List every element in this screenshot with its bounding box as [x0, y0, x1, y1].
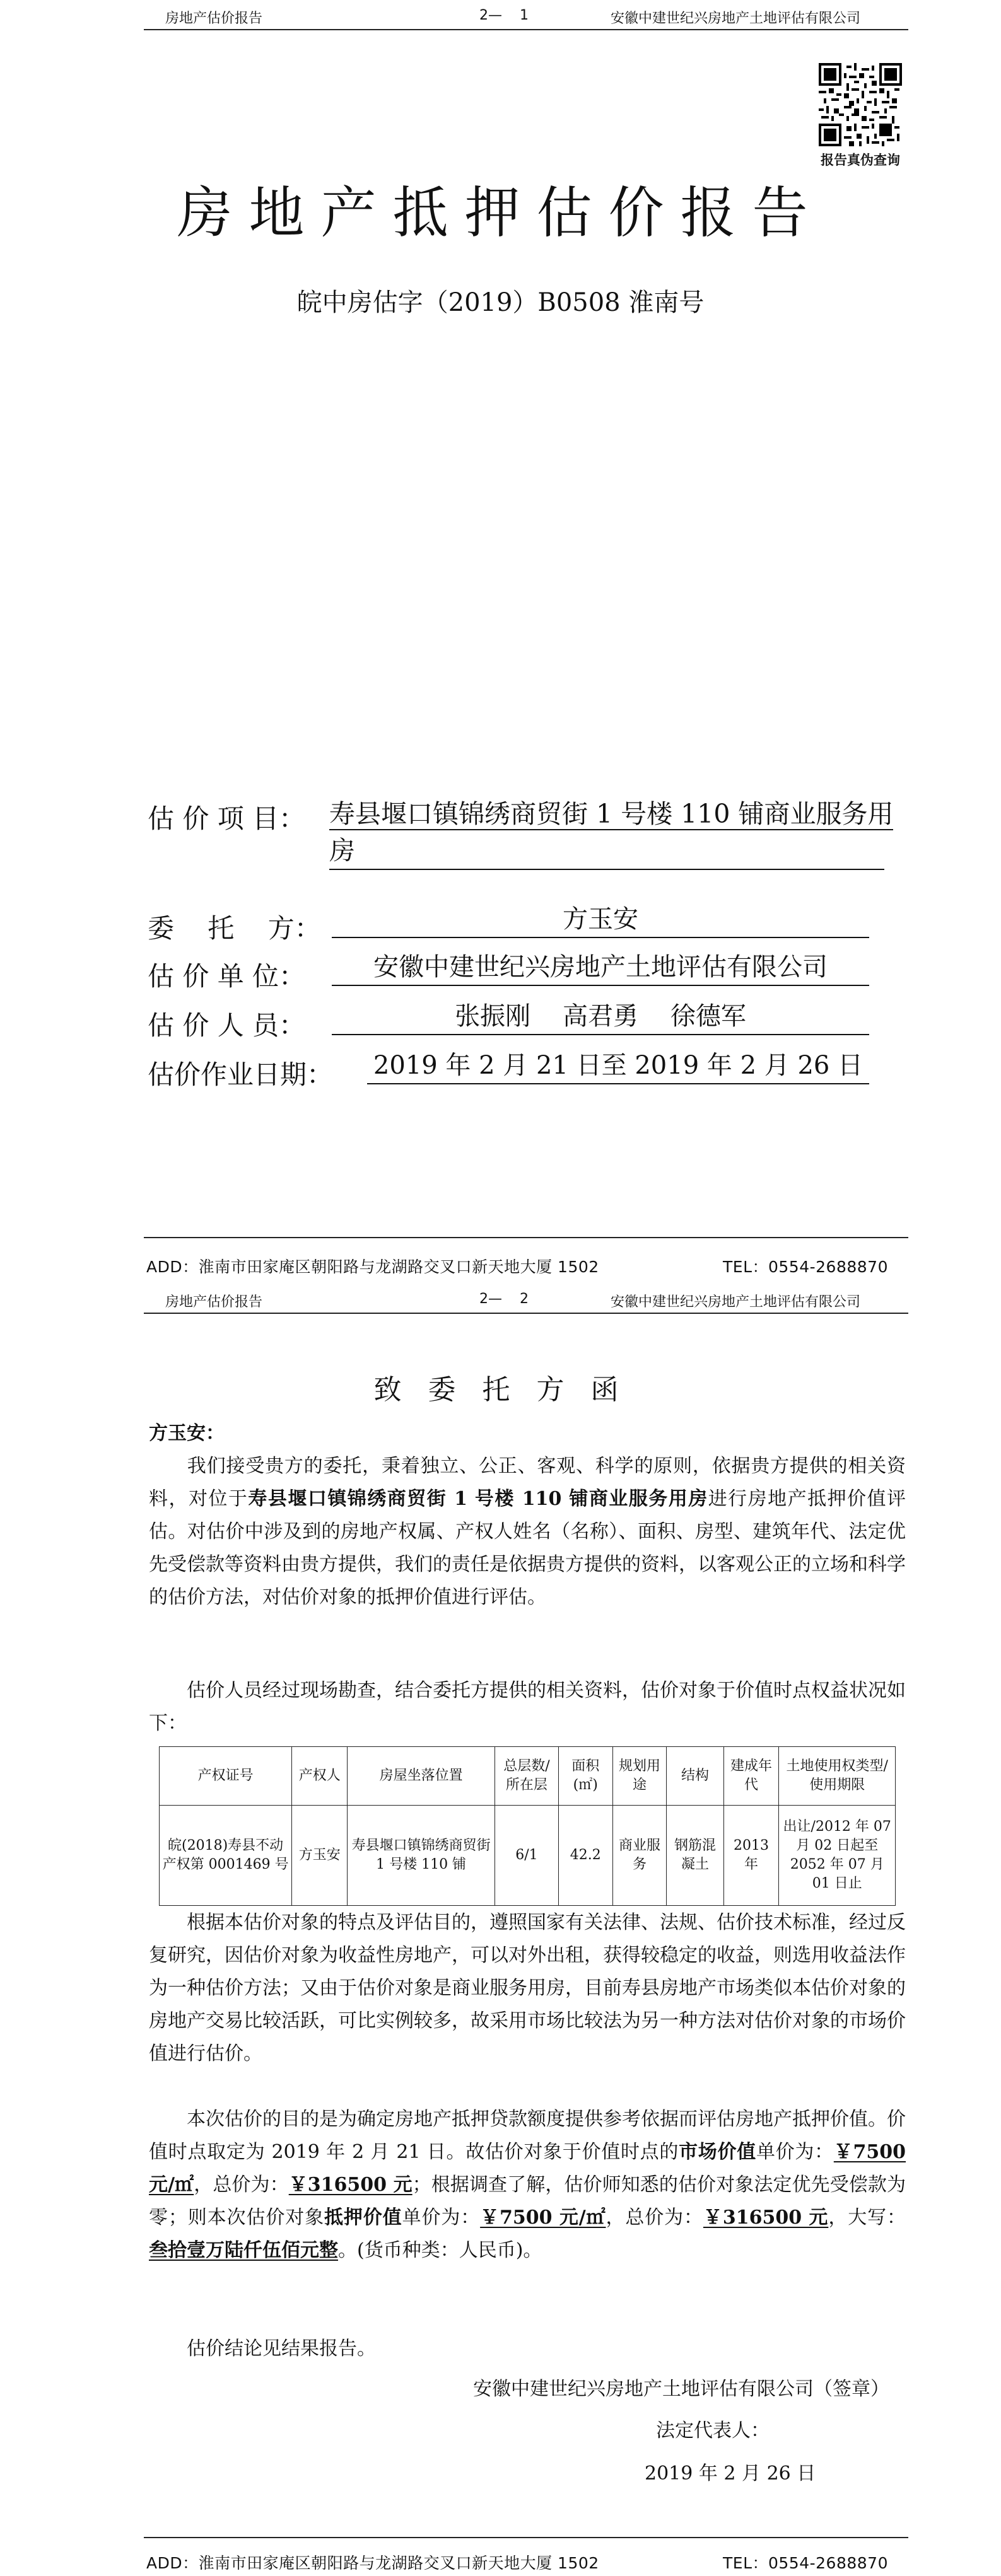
- signature-date: 2019 年 2 月 26 日: [645, 2463, 816, 2485]
- page2-header-left: 房地产估价报告: [165, 1294, 263, 1310]
- table-cell: 寿县堰口镇锦绣商贸街 1 号楼 110 铺: [348, 1806, 495, 1906]
- table-cell: 2013 年: [723, 1806, 779, 1906]
- appraisers-value: 张振刚 高君勇 徐德军: [332, 999, 869, 1035]
- table-header-cell: 土地使用权类型/使用期限: [779, 1747, 896, 1806]
- signature-representative: 法定代表人：: [656, 2420, 770, 2442]
- table-header-cell: 建成年代: [723, 1747, 779, 1806]
- page1-header-page: 2— 1: [479, 8, 529, 23]
- paragraph-survey: 估价人员经过现场勘查，结合委托方提供的相关资料，估价对象于价值时点权益状况如下：: [149, 1680, 906, 1734]
- page2-header-rule: [144, 1313, 908, 1314]
- date-label: 估价作业日期：: [148, 1059, 334, 1090]
- page2-header-page: 2— 2: [479, 1291, 529, 1307]
- table-header-cell: 产权人: [292, 1747, 348, 1806]
- table-cell: 皖(2018)寿县不动产权第 0001469 号: [160, 1806, 292, 1906]
- table-header-cell: 规划用途: [612, 1747, 667, 1806]
- table-cell: 钢筋混凝土: [667, 1806, 723, 1906]
- page2-header-right: 安徽中建世纪兴房地产土地评估有限公司: [611, 1294, 861, 1310]
- qr-code[interactable]: [819, 63, 902, 146]
- table-cell: 出让/2012 年 07 月 02 日起至 2052 年 07 月 01 日止: [779, 1806, 896, 1906]
- page1-header-right: 安徽中建世纪兴房地产土地评估有限公司: [611, 11, 861, 26]
- date-value: 2019 年 2 月 21 日至 2019 年 2 月 26 日: [367, 1048, 869, 1084]
- page1-footer-address: ADD：淮南市田家庵区朝阳路与龙湖路交叉口新天地大厦 1502: [146, 1258, 599, 1276]
- page1-footer-rule: [144, 1237, 908, 1238]
- table-header-row: [160, 1747, 896, 1806]
- client-label: 委 托 方：: [148, 913, 321, 944]
- appraisers-label: 估 价 人 员：: [148, 1010, 306, 1041]
- letter-title: 致 委 托 方 函: [373, 1374, 628, 1406]
- paragraph-see-result: 估价结论见结果报告。: [187, 2338, 376, 2360]
- appraiser-unit-label: 估 价 单 位：: [148, 961, 306, 992]
- page1-header-rule: [144, 29, 908, 30]
- table-cell: 42.2: [558, 1806, 612, 1906]
- table-header-cell: 总层数/所在层: [495, 1747, 559, 1806]
- client-value: 方玉安: [332, 902, 869, 938]
- table-header-cell: 结构: [667, 1747, 723, 1806]
- table-cell: 方玉安: [292, 1806, 348, 1906]
- salutation: 方玉安：: [149, 1422, 225, 1444]
- appraiser-unit-value: 安徽中建世纪兴房地产土地评估有限公司: [332, 949, 869, 986]
- paragraph-methods: 根据本估价对象的特点及评估目的，遵照国家有关法律、法规、估价技术标准，经过反复研究，因估价对象为收益性房地产，可以对外出租，获得较稳定的收益，则选用收益法作为一种估价方法；又由于估价对象是商业服务用房，目前寿县房地产市场类似本估价对象的房地产交易比较活跃，可比实例较多，故采用市场比较法为另一种方法对估价对象的市场价值进行估价。: [149, 1912, 906, 2065]
- table-header-cell: 房屋坐落位置: [348, 1747, 495, 1806]
- table-header-cell: 产权证号: [160, 1747, 292, 1806]
- page1-header-left: 房地产估价报告: [165, 11, 263, 26]
- property-table: [159, 1746, 896, 1906]
- page2-footer-tel: TEL：0554-2688870: [723, 2554, 888, 2572]
- project-label: 估 价 项 目：: [148, 803, 306, 834]
- page2-footer-address: ADD：淮南市田家庵区朝阳路与龙湖路交叉口新天地大厦 1502: [146, 2554, 599, 2572]
- project-value: 寿县堰口镇锦绣商贸街 1 号楼 110 铺商业服务用 房: [329, 796, 910, 870]
- table-header-cell: 面积(㎡): [558, 1747, 612, 1806]
- paragraph-conclusion: 本次估价的目的是为确定房地产抵押贷款额度提供参考依据而评估房地产抵押价值。价值时点取定为 2019 年 2 月 21 日。故估价对象于价值时点的市场价值单价为：￥7500 元/㎡，总价为：￥316500 元；根据调查了解，估价师知悉的估价对象法定优先受偿款为零；则本次估价对象抵押价值单价为：￥7500 元/㎡，总价为：￥316500 元，大写：叁拾壹万陆仟伍佰元整。(货币种类：人民币)。: [149, 2108, 906, 2261]
- paragraph-commission: 我们接受贵方的委托，秉着独立、公正、客观、科学的原则，依据贵方提供的相关资料，对位于寿县堰口镇锦绣商贸街 1 号楼 110 铺商业服务用房进行房地产抵押价值评估。对估价中涉及到的房地产权属、产权人姓名（名称）、面积、房型、建筑年代、法定优先受偿款等资料由贵方提供，我们的责任是依据贵方提供的资料，以客观公正的立场和科学的估价方法，对估价对象的抵押价值进行评估。: [149, 1455, 906, 1608]
- report-number: 皖中房估字（2019）B0508 淮南号: [296, 288, 705, 317]
- qr-caption: 报告真伪查询: [821, 153, 900, 168]
- table-cell: 6/1: [495, 1806, 559, 1906]
- table-row: [160, 1806, 896, 1906]
- signature-company: 安徽中建世纪兴房地产土地评估有限公司（签章）: [473, 2378, 889, 2400]
- page2-footer-rule: [144, 2537, 908, 2538]
- page1-footer-tel: TEL：0554-2688870: [723, 1258, 888, 1276]
- report-title: 房地产抵押估价报告: [177, 180, 824, 245]
- table-cell: 商业服务: [612, 1806, 667, 1906]
